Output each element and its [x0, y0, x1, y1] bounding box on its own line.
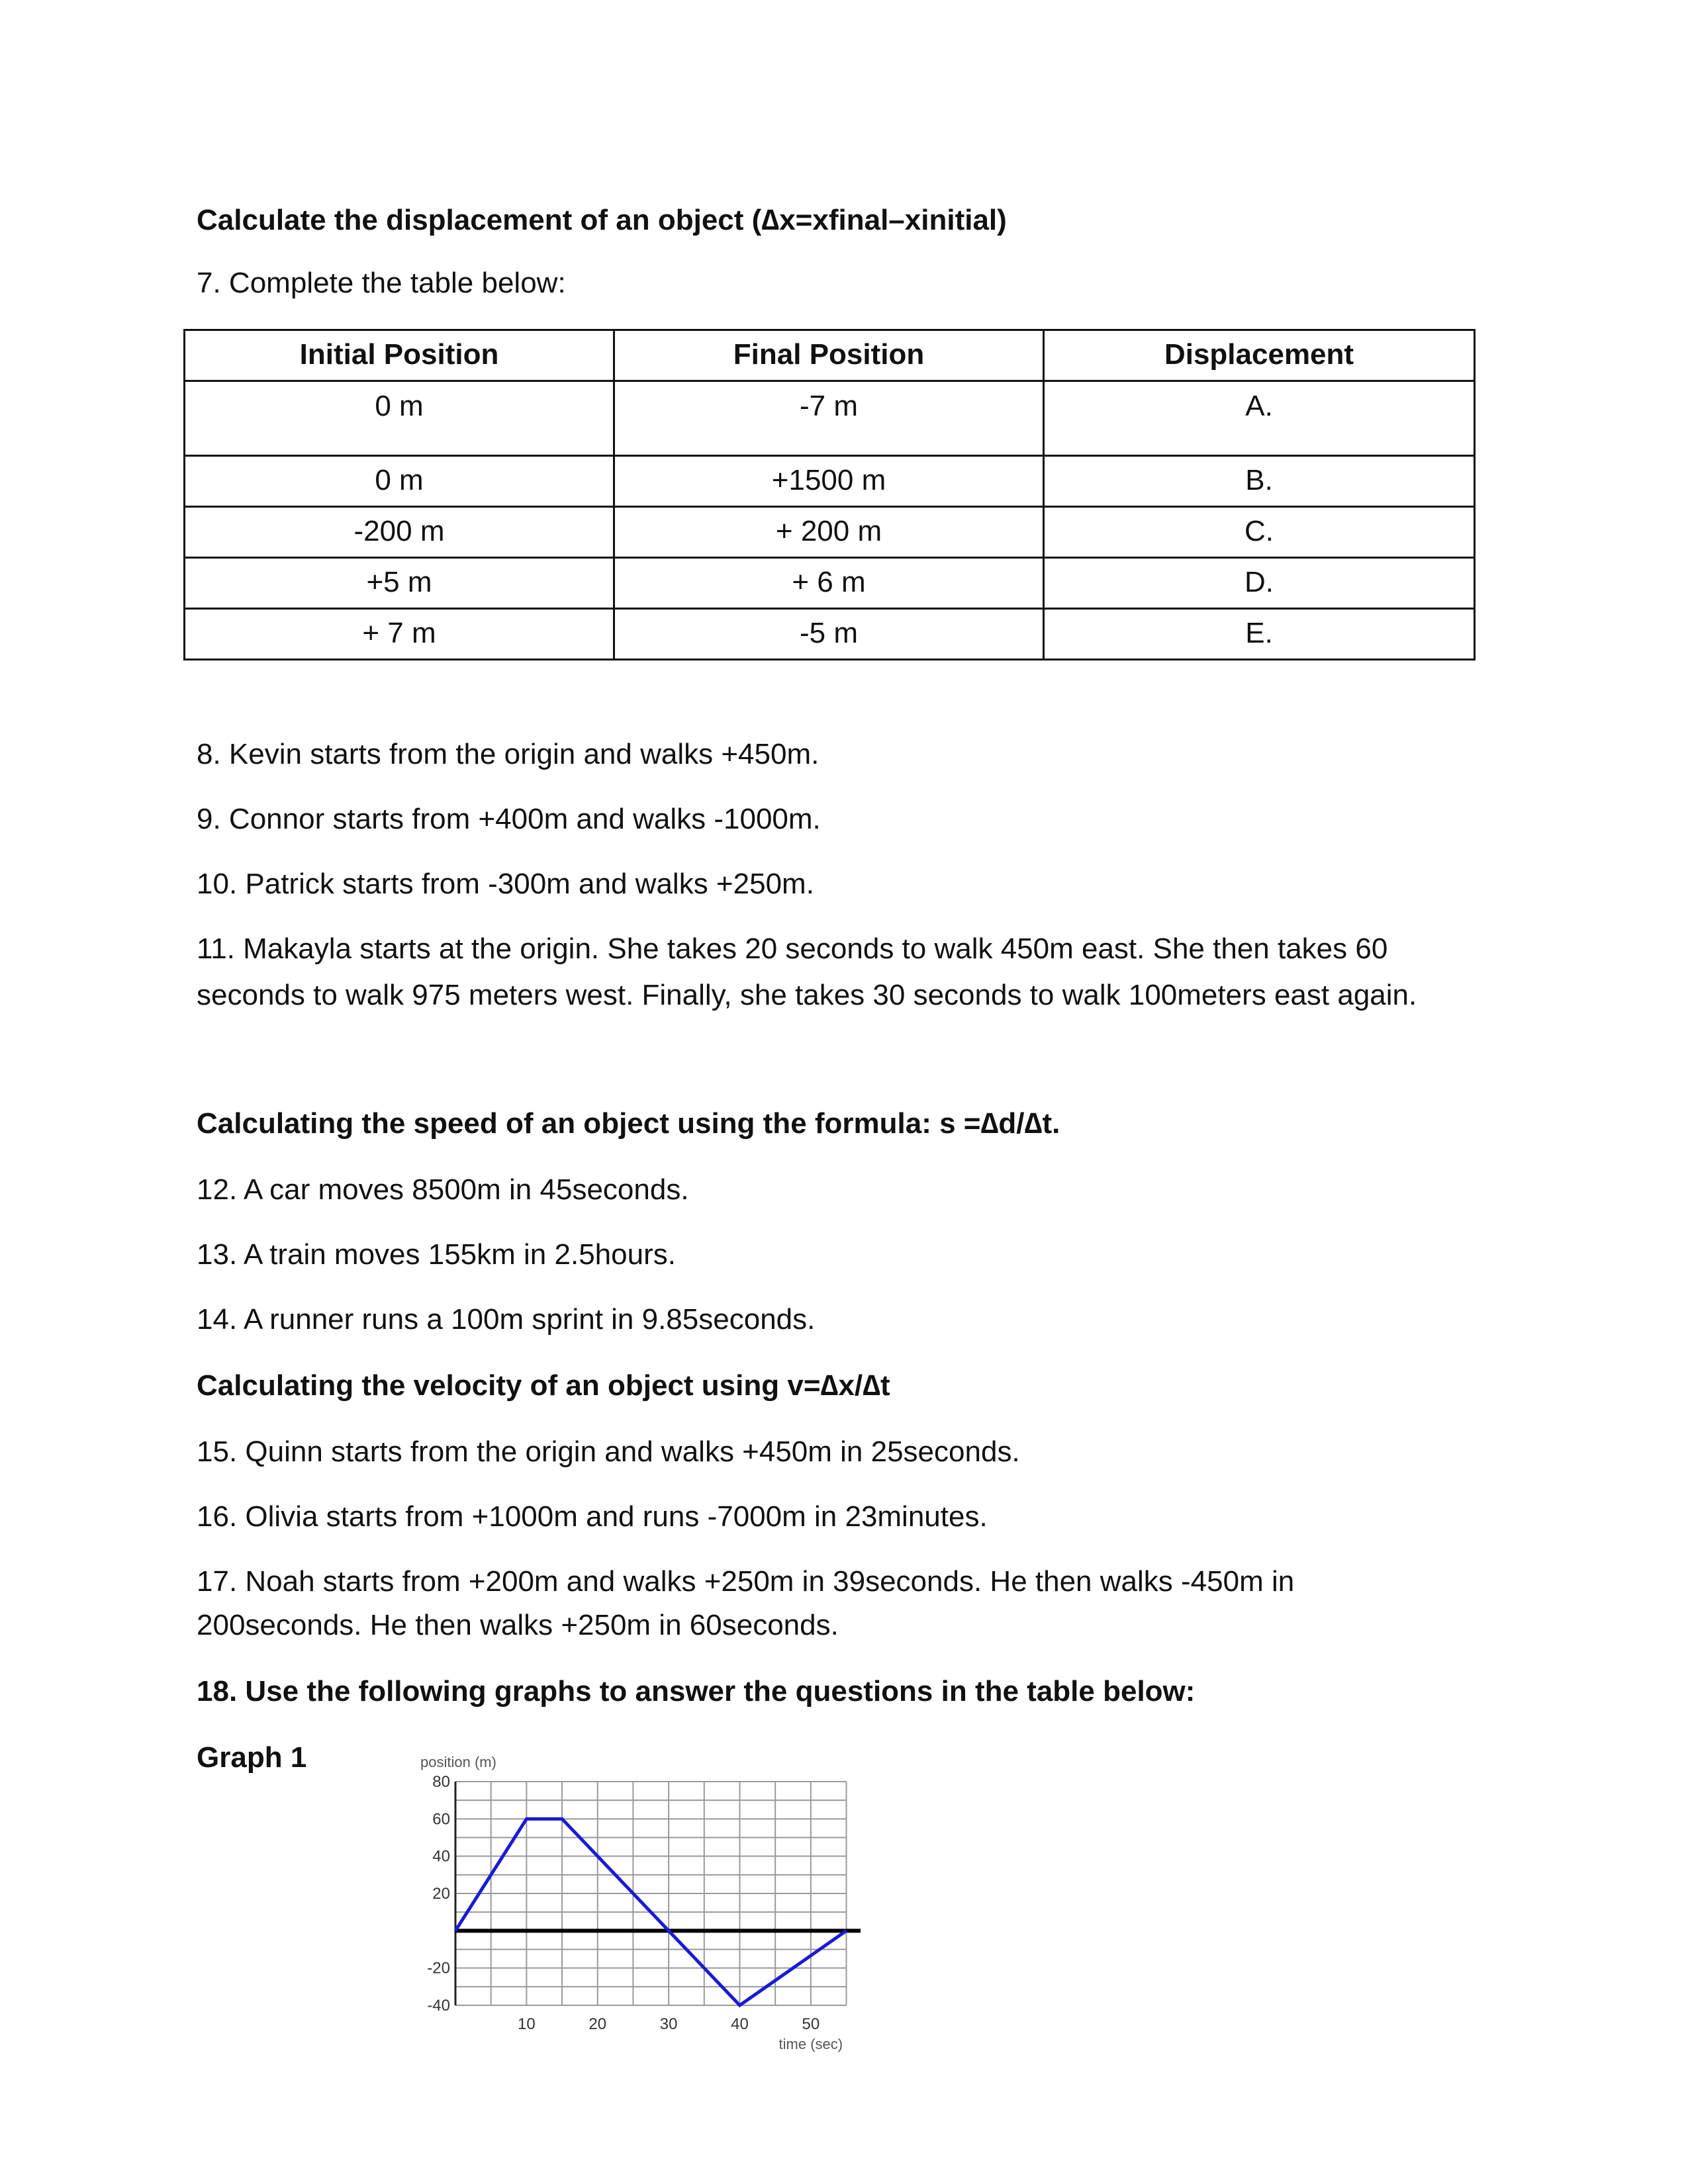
x-axis-label: time (sec) [778, 2036, 843, 2052]
cell-initial: 0 m [185, 381, 614, 456]
cell-final: + 6 m [614, 558, 1044, 609]
cell-initial: +5 m [185, 558, 614, 609]
section3-heading: Calculating the velocity of an object using v=∆x/∆t [197, 1369, 890, 1402]
y-tick-label: 80 [432, 1773, 450, 1791]
x-tick-label: 20 [588, 2015, 607, 2033]
cell-final: -7 m [614, 381, 1044, 456]
cell-displacement: A. [1044, 381, 1475, 456]
cell-displacement: E. [1044, 609, 1475, 660]
chart-tick-labels [427, 1773, 820, 2033]
y-tick-label: -40 [427, 1997, 450, 2015]
cell-final: +1500 m [614, 456, 1044, 507]
cell-displacement: B. [1044, 456, 1475, 507]
q17-line1: 17. Noah starts from +200m and walks +250m in 39seconds. He then walks -450m in [197, 1565, 1295, 1598]
x-tick-label: 30 [659, 2015, 678, 2033]
cell-displacement: C. [1044, 507, 1475, 558]
q10-text: 10. Patrick starts from -300m and walks +250m. [197, 868, 814, 900]
header-final-position: Final Position [614, 330, 1044, 381]
y-tick-label: 60 [432, 1810, 450, 1829]
cell-initial: 0 m [185, 456, 614, 507]
table-row [185, 609, 1475, 660]
section1-heading: Calculate the displacement of an object (∆x=xfinal–xinitial) [197, 204, 1007, 236]
table-row [185, 456, 1475, 507]
graph1-label: Graph 1 [197, 1741, 307, 1774]
q18-text: 18. Use the following graphs to answer the questions in the table below: [197, 1675, 1196, 1707]
q16-text: 16. Olivia starts from +1000m and runs -7000m in 23minutes. [197, 1500, 988, 1533]
cell-initial: + 7 m [185, 609, 614, 660]
q9-text: 9. Connor starts from +400m and walks -1000m. [197, 803, 821, 835]
header-displacement: Displacement [1044, 330, 1475, 381]
header-initial-position: Initial Position [185, 330, 614, 381]
q17-line2: 200seconds. He then walks +250m in 60seconds. [197, 1609, 839, 1641]
section2-heading: Calculating the speed of an object using the formula: s =∆d/∆t. [197, 1107, 1060, 1140]
cell-initial: -200 m [185, 507, 614, 558]
y-tick-label: 40 [432, 1847, 450, 1866]
q7-text: 7. Complete the table below: [197, 267, 566, 299]
x-tick-label: 10 [518, 2015, 536, 2033]
q14-text: 14. A runner runs a 100m sprint in 9.85seconds. [197, 1303, 816, 1336]
table-header-row [185, 330, 1475, 381]
q11-line1: 11. Makayla starts at the origin. She takes 20 seconds to walk 450m east. She then takes 60 [197, 933, 1388, 965]
q15-text: 15. Quinn starts from the origin and walks +450m in 25seconds. [197, 1435, 1020, 1468]
cell-displacement: D. [1044, 558, 1475, 609]
q11-line2: seconds to walk 975 meters west. Finally, she takes 30 seconds to walk 100meters east again. [197, 979, 1417, 1011]
q12-text: 12. A car moves 8500m in 45seconds. [197, 1173, 689, 1206]
y-tick-label: -20 [427, 1959, 450, 1978]
displacement-table [183, 329, 1476, 660]
q13-text: 13. A train moves 155km in 2.5hours. [197, 1238, 676, 1271]
y-tick-label: 20 [432, 1885, 450, 1903]
y-axis-label: position (m) [420, 1754, 496, 1770]
table-row [185, 558, 1475, 609]
cell-final: -5 m [614, 609, 1044, 660]
table-row [185, 507, 1475, 558]
table-row [185, 381, 1475, 456]
q8-text: 8. Kevin starts from the origin and walks +450m. [197, 738, 820, 770]
graph1-chart [397, 1741, 874, 2071]
cell-final: + 200 m [614, 507, 1044, 558]
x-tick-label: 50 [802, 2015, 820, 2033]
x-tick-label: 40 [731, 2015, 749, 2033]
